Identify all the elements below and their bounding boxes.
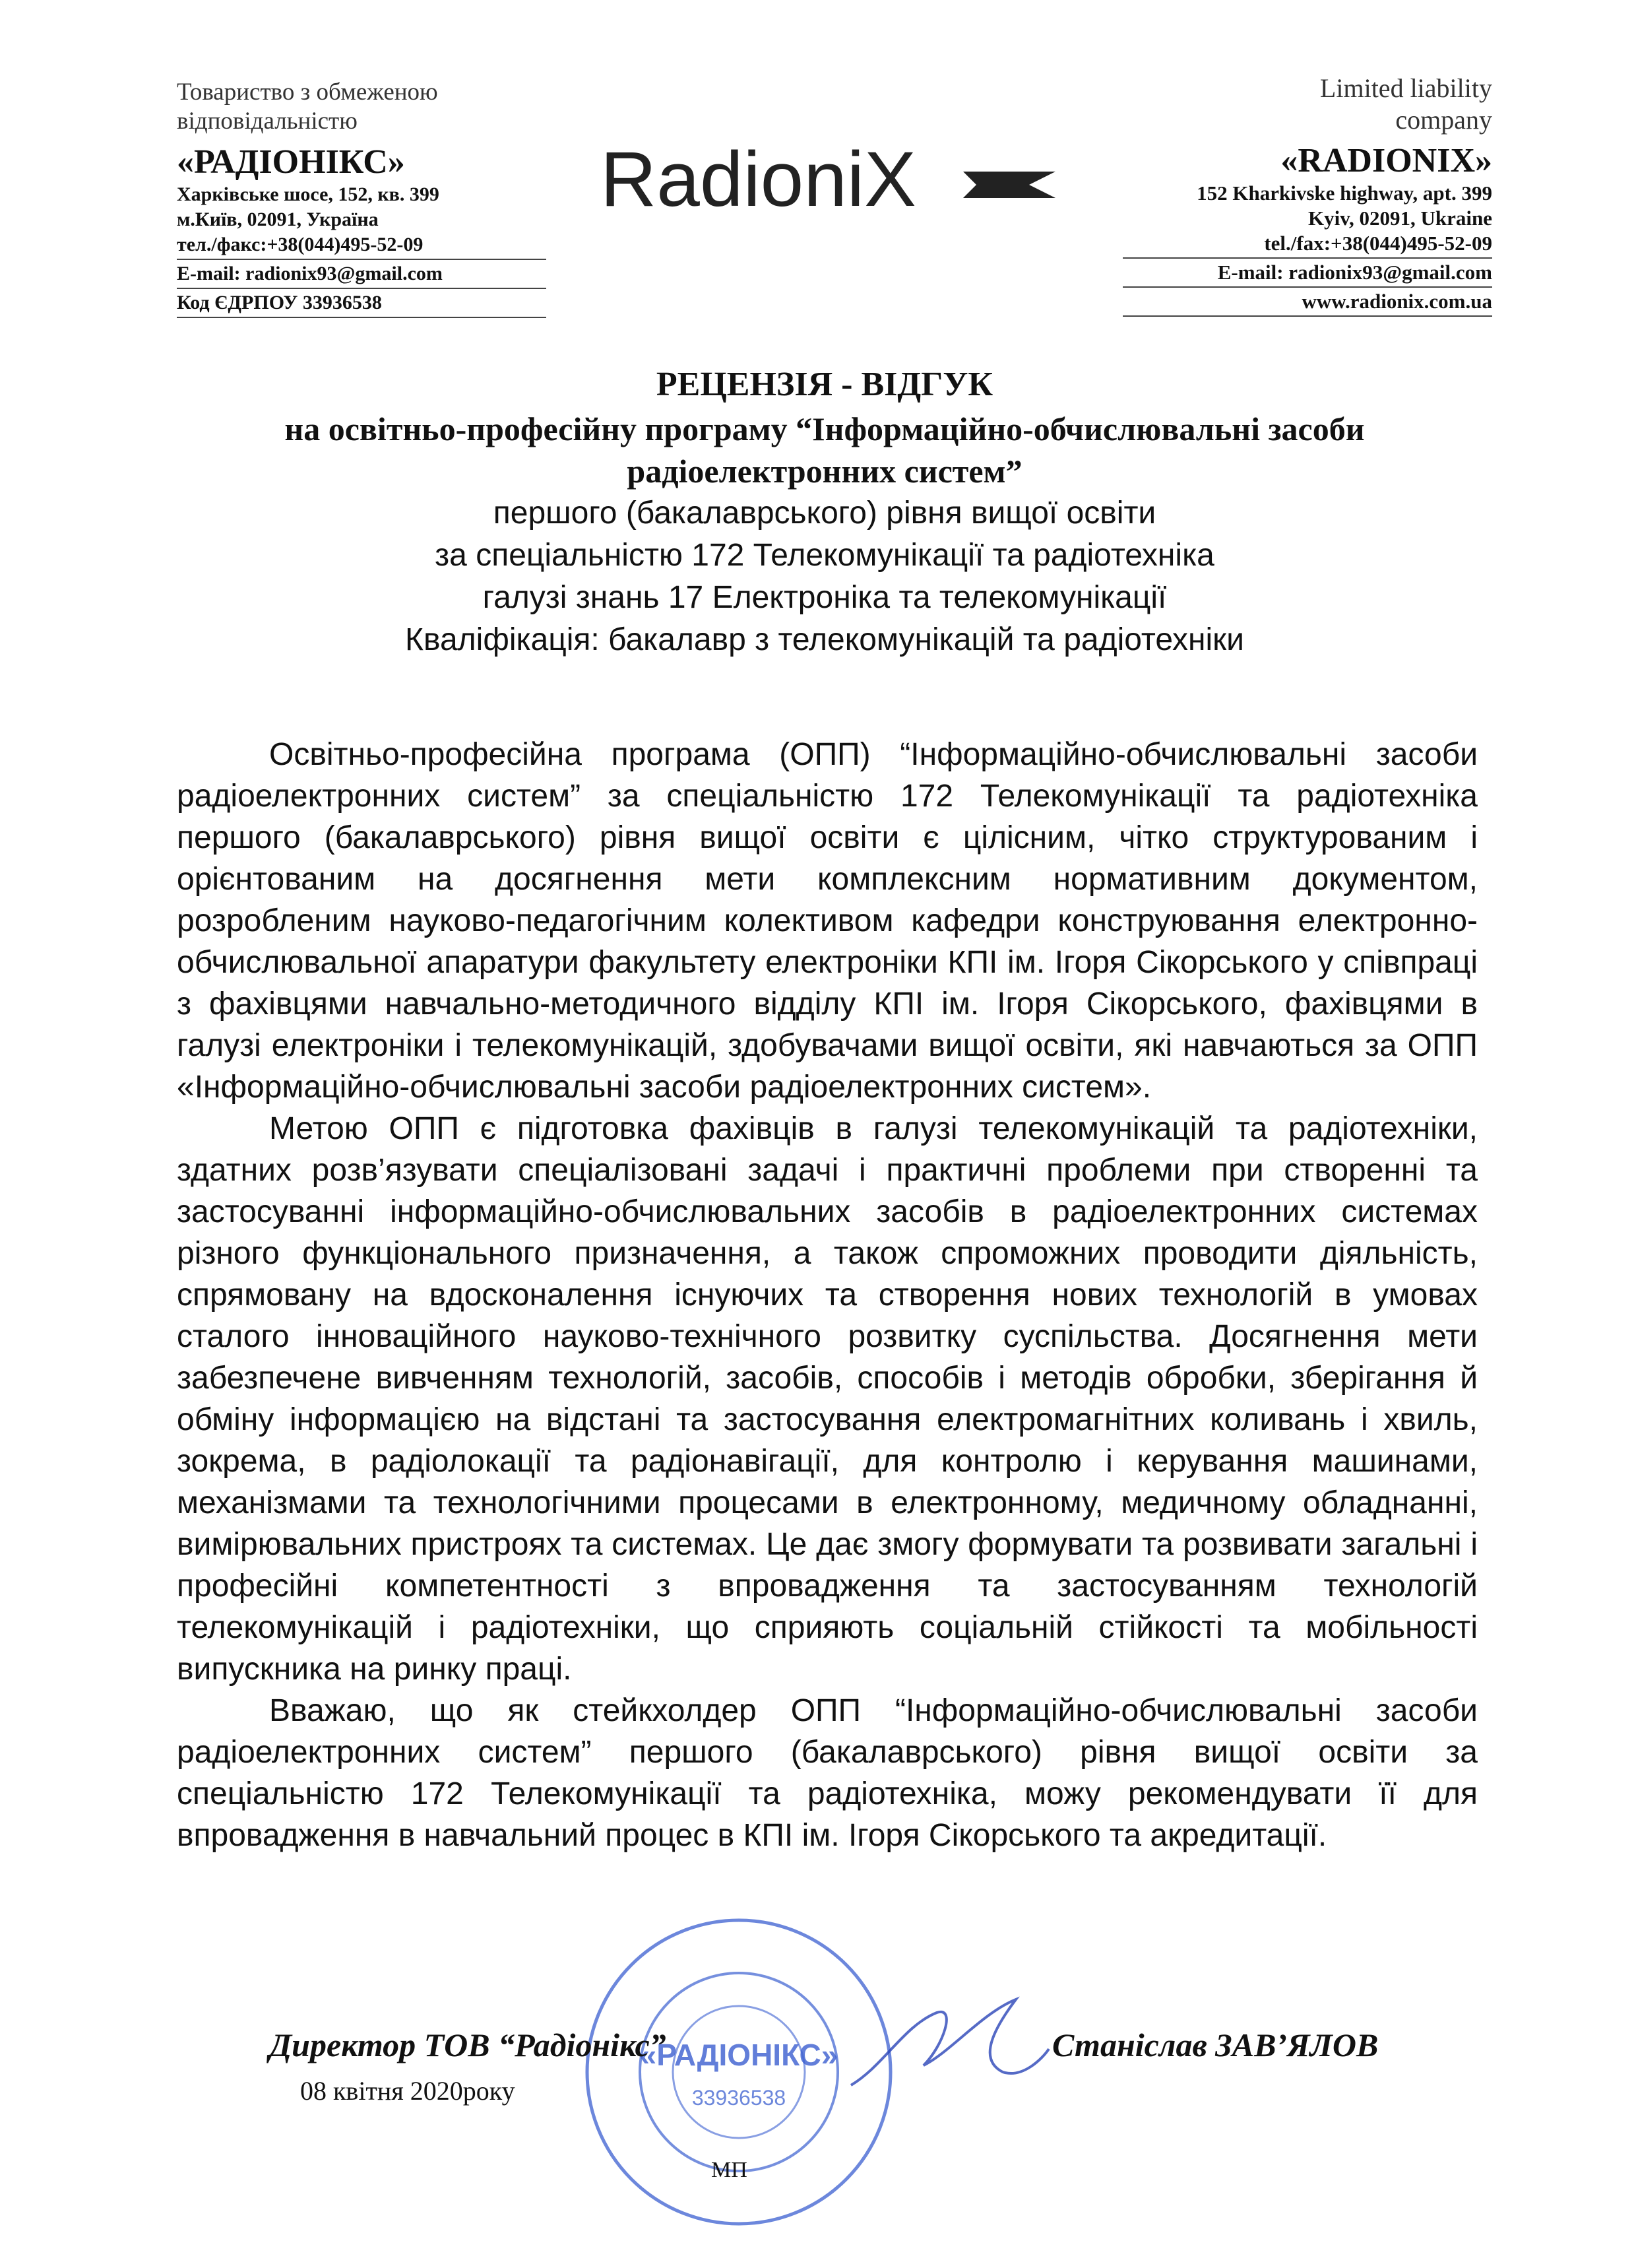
title-line-7: Кваліфікація: бакалавр з телекомунікацій та радіотехніки	[405, 622, 1244, 657]
signatory-name: Станіслав ЗАВ’ЯЛОВ	[1052, 2026, 1379, 2063]
address-en: 152 Kharkivske highway, apt. 399	[1197, 181, 1492, 205]
paragraph-1: Освітньо-професійна програма (ОПП) “Інформаційно-обчислювальні засоби радіоелектронних систем” за спеціальністю 172 Телекомунікації та радіотехніка першого (бакалаврського) рівня вищої освіти є цілісним, чітко структурованим і орієнтованим на досягнення мети комплексним нормативним документом, розробленим науково-педагогічним колективом кафедри конструювання електронно-обчислювальної апаратури факультету електроніки КПІ ім. Ігоря Сікорського у співпраці з фахівцями навчально-методичного відділу КПІ ім. Ігоря Сікорського, фахівцями в галузі електроніки і телекомунікацій, здобувачами вищої освіти, які навчаються за ОПП «Інформаційно-обчислювальні засоби радіоелектронних систем».	[177, 737, 1478, 1105]
email-en: E-mail: radionix93@gmail.com	[1217, 261, 1492, 284]
phone-ua: тел./факс:+38(044)495-52-09	[177, 234, 424, 255]
stamp-text: «РАДІОНІКС»	[639, 2038, 838, 2072]
title-line-2: на освітньо-професійну програму “Інформаційно-обчислювальні засоби	[284, 410, 1365, 447]
address-ua: Харківське шосе, 152, кв. 399	[177, 183, 439, 205]
divider	[1123, 286, 1492, 288]
letterhead-left	[177, 78, 599, 319]
org-type-line1: Товариство з обмеженою	[177, 79, 438, 106]
company-name-en: «RADIONIX»	[1280, 142, 1492, 179]
org-type-line2: відповідальністю	[177, 108, 358, 135]
title-line-4: першого (бакалаврського) рівня вищої освіти	[493, 496, 1156, 531]
title-line-5: за спеціальністю 172 Телекомунікації та радіотехніка	[435, 538, 1214, 573]
document-body	[177, 734, 1478, 1856]
radionix-logo	[594, 132, 1069, 238]
paragraph-3: Вважаю, що як стейкхолдер ОПП “Інформаційно-обчислювальні засоби радіоелектронних систем” першого (бакалаврського) рівня вищої освіти за спеціальністю 172 Телекомунікації та радіотехніка, можу рекомендувати її для впровадження в навчальний процес в КПІ ім. Ігоря Сікорського та акредитації.	[177, 1693, 1478, 1853]
signatory-position: Директор ТОВ “Радіонікс”	[269, 2026, 666, 2063]
edrpou-code: Код ЄДРПОУ 33936538	[177, 292, 382, 313]
website: www.radionix.com.ua	[1302, 290, 1492, 313]
letterhead-right	[1070, 73, 1492, 318]
stamp-code: 33936538	[691, 2086, 786, 2110]
seal-place-label: МП	[711, 2158, 747, 2182]
org-type-en-line1: Limited liability	[1319, 73, 1492, 103]
city-en: Kyiv, 02091, Ukraine	[1307, 207, 1492, 230]
email-ua: E-mail: radionix93@gmail.com	[177, 263, 443, 284]
document-heading: РЕЦЕНЗІЯ - ВІДГУК	[656, 366, 993, 403]
divider	[1123, 257, 1492, 259]
document-title-block	[165, 362, 1484, 661]
logo-plane-icon	[963, 172, 1055, 198]
logo-text: RadioniX	[600, 136, 916, 223]
title-line-3: радіоелектронних систем”	[627, 453, 1022, 490]
company-name-ua: «РАДІОНІКС»	[177, 143, 405, 181]
handwritten-signature	[844, 1986, 1055, 2105]
divider	[177, 288, 546, 289]
divider	[177, 317, 546, 318]
paragraph-2: Метою ОПП є підготовка фахівців в галузі телекомунікацій та радіотехніки, здатних розв’язувати спеціалізовані задачі і практичні проблеми при створенні та застосуванні інформаційно-обчислювальних засобів в радіоелектронних системах різного функціонального призначення, а також спроможних проводити діяльність, спрямовану на вдосконалення існуючих та створення нових технологій в умовах сталого інноваційного науково-технічного розвитку суспільства. Досягнення мети забезпечене вивченням технологій, засобів, способів і методів обробки, зберігання й обміну інформацією на відстані та застосування електромагнітних коливань і хвиль, зокрема, в радіолокації та радіонавігації, для контролю і керування машинами, механізмами та технологічними процесами в електронному, медичному обладнанні, вимірювальних пристроях та системах. Це дає змогу формувати та розвивати загальні і професійні компетентності з впровадження та застосуванням технологій телекомунікацій і радіотехніки, що сприяють соціальній стійкості та мобільності випускника на ринку праці.	[177, 1111, 1478, 1687]
org-type-en-line2: company	[1395, 105, 1492, 135]
divider	[177, 259, 546, 260]
city-ua: м.Київ, 02091, Україна	[177, 209, 379, 230]
title-line-6: галузі знань 17 Електроніка та телекомунікації	[482, 580, 1167, 615]
phone-en: tel./fax:+38(044)495-52-09	[1264, 232, 1492, 255]
signature-date: 08 квітня 2020року	[300, 2076, 515, 2106]
divider	[1123, 315, 1492, 317]
